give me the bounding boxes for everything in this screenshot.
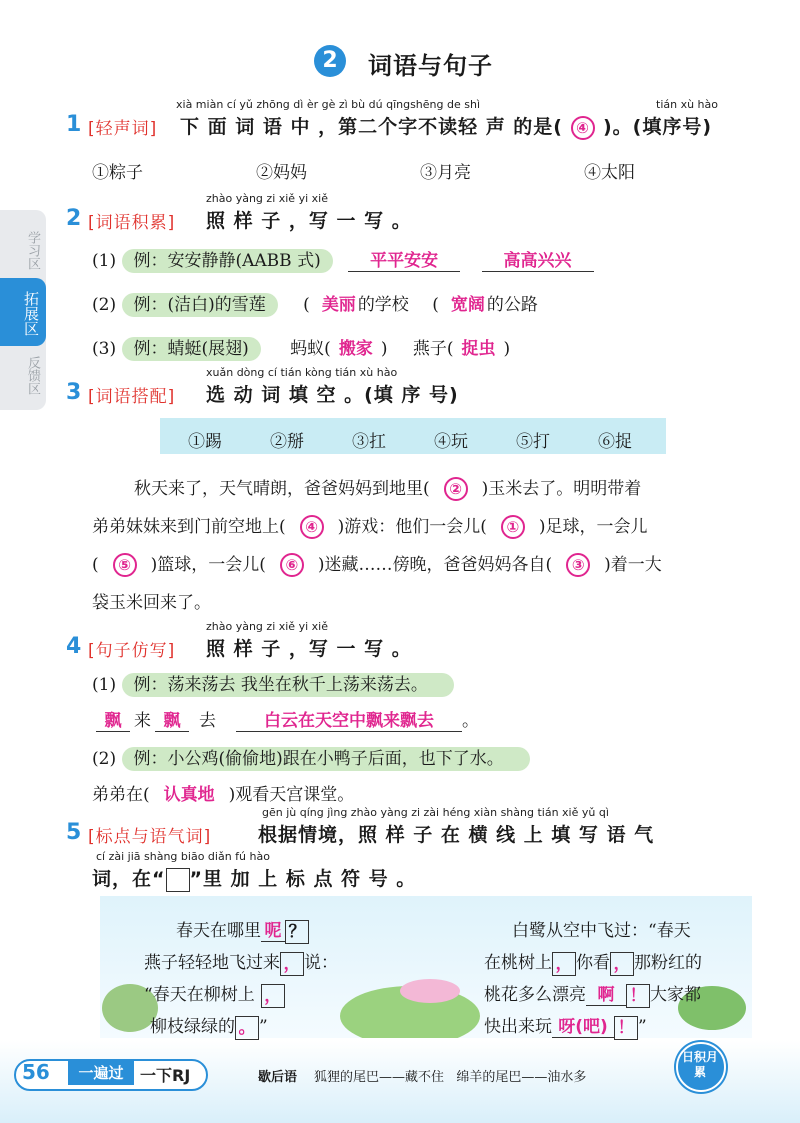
q5-r2-text-b: 你看 xyxy=(576,953,610,973)
q5-r3-box[interactable]: ！ xyxy=(626,984,650,1008)
q4-r2-label: (2) xyxy=(92,749,117,769)
q5-stem-2-a: 词，在“ xyxy=(92,868,166,890)
q2-number: 2 xyxy=(66,206,82,231)
q3-word-bank xyxy=(160,418,666,454)
q1-pinyin: xià miàn cí yǔ zhōng dì èr gè zì bù dú qīngshēng de shì xyxy=(176,98,481,111)
q1-answer: ④ xyxy=(571,116,595,140)
q1-option-2: ②妈妈 xyxy=(256,163,307,183)
q2-r2-paren-open-1: ( xyxy=(303,295,310,315)
q3-tag: [词语搭配] xyxy=(88,387,176,407)
q3-p3-answer-1[interactable]: ⑤ xyxy=(113,553,137,577)
q5-l3-text: “春天在柳树上 xyxy=(144,985,255,1005)
q2-r2-paren-open-2: ( xyxy=(432,295,439,315)
q5-r2-box-2[interactable]: ， xyxy=(610,952,634,976)
q4-r2-text-1: 弟弟在( xyxy=(92,785,150,805)
q3-word-3: ③扛 xyxy=(352,432,386,452)
q3-p1-text-a: 秋天来了，天气晴朗，爸爸妈妈到地里( xyxy=(134,479,430,499)
q3-p3-answer-3[interactable]: ③ xyxy=(566,553,590,577)
q2-r1-answer-2[interactable]: 高高兴兴 xyxy=(482,246,594,272)
q3-para-line-3 xyxy=(92,550,662,577)
q4-r1-answer-1[interactable]: 飘 xyxy=(96,706,130,732)
q5-r2-box-1[interactable]: ， xyxy=(552,952,576,976)
q3-word-1: ①踢 xyxy=(188,432,222,452)
footer-saying-text: 狐狸的尾巴——藏不住 绵羊的尾巴——油水多 xyxy=(314,1070,587,1085)
q3-p3-text-c: )迷藏……傍晚，爸爸妈妈各自( xyxy=(317,555,553,575)
q1-pinyin-b: tián xù hào xyxy=(656,98,718,111)
q5-r4-text-a: 快出来玩 xyxy=(484,1017,552,1037)
q4-r2-answer[interactable]: 认真地 xyxy=(163,785,215,805)
q2-r1-example: 例：安安静静(AABB 式) xyxy=(122,249,333,273)
q5-stem-box xyxy=(166,868,190,892)
q4-r1-example: 例：荡来荡去 我坐在秋千上荡来荡去。 xyxy=(122,673,454,697)
q3-word-6: ⑥捉 xyxy=(598,432,632,452)
q4-r1-text-3: 。 xyxy=(462,711,479,731)
q5-right-line-1: 白鹭从空中飞过：“春天 xyxy=(512,921,691,941)
page-number: 56 xyxy=(22,1060,50,1084)
q5-l2-text-b: 说： xyxy=(304,953,338,973)
q5-l2-box[interactable]: ， xyxy=(280,952,304,976)
q4-r1-text-2: 去 xyxy=(199,711,216,731)
q3-word-2: ②掰 xyxy=(270,432,304,452)
q3-p3-text-d: )着一大 xyxy=(604,555,662,575)
q2-r3-answer-2[interactable]: 捉虫 xyxy=(461,339,496,359)
q3-word-4: ④玩 xyxy=(434,432,468,452)
q2-r3-text-1: 蚂蚁( xyxy=(290,339,331,359)
q4-stem: 照 样 子 ，写 一 写 。 xyxy=(206,638,412,660)
q5-r4-box[interactable]: ！ xyxy=(614,1016,638,1040)
q1-option-4: ④太阳 xyxy=(584,163,635,183)
q2-r2-example: 例：(洁白)的雪莲 xyxy=(122,293,278,317)
q1-stem xyxy=(180,112,712,140)
q3-p1-text-b: )玉米去了。明明带着 xyxy=(481,479,642,499)
q2-r3-text-3: 燕子( xyxy=(412,339,454,359)
q1-option-3: ③月亮 xyxy=(420,163,471,183)
q5-stem-2 xyxy=(92,864,416,892)
q5-left-line-3 xyxy=(144,980,285,1008)
q5-r3-text-b: 大家都 xyxy=(650,985,701,1005)
q5-l1-box[interactable]: ？ xyxy=(285,920,309,944)
q5-l1-text: 春天在哪里 xyxy=(176,921,261,941)
q5-right-line-2 xyxy=(484,948,702,976)
q2-r2-text-1: 的学校 xyxy=(357,295,409,315)
q4-r2-text-2: )观看天宫课堂。 xyxy=(228,785,355,805)
q5-left-line-4 xyxy=(150,1012,268,1040)
q5-l3-box[interactable]: ， xyxy=(261,984,285,1008)
q2-r1-label: (1) xyxy=(92,251,117,271)
q5-stem-2-b: ”里 加 上 标 点 符 号 。 xyxy=(189,868,417,890)
q5-l1-answer[interactable]: 呢 xyxy=(261,916,285,942)
q2-row-2 xyxy=(92,290,538,315)
q4-row-1 xyxy=(92,670,454,695)
q1-option-1: ①粽子 xyxy=(92,163,143,183)
q3-p2-answer-1[interactable]: ④ xyxy=(300,515,324,539)
q3-para-line-2 xyxy=(92,512,648,539)
q5-l4-text-b: ” xyxy=(259,1017,268,1037)
q5-r4-answer[interactable]: 呀(吧) xyxy=(552,1012,614,1038)
q3-stem: 选 动 词 填 空 。(填 序 号) xyxy=(206,384,459,406)
q3-pinyin: xuǎn dòng cí tián kòng tián xù hào xyxy=(206,366,398,379)
brand-label: 一遍过 xyxy=(68,1061,134,1085)
q5-l2-text: 燕子轻轻地飞过来 xyxy=(144,953,280,973)
q2-pinyin: zhào yàng zi xiě yi xiě xyxy=(206,192,328,205)
q4-number: 4 xyxy=(66,634,82,659)
q5-pinyin: gēn jù qíng jìng zhào yàng zi zài héng xiàn shàng tián xiě yǔ qì xyxy=(262,806,609,819)
q3-p2-text-a: 弟弟妹妹来到门前空地上( xyxy=(92,517,286,537)
q2-r3-label: (3) xyxy=(92,339,117,359)
q2-r3-example: 例：蜻蜓(展翅) xyxy=(122,337,261,361)
q5-r3-text-a: 桃花多么漂亮 xyxy=(484,985,586,1005)
q5-l4-box[interactable]: 。 xyxy=(235,1016,259,1040)
q2-r3-answer-1[interactable]: 搬家 xyxy=(338,339,373,359)
q5-stem: 根据情境，照 样 子 在 横 线 上 填 写 语 气 xyxy=(258,824,655,846)
q4-r1-label: (1) xyxy=(92,675,117,695)
q5-r4-text-b: ” xyxy=(638,1017,647,1037)
q4-r1-answer-2[interactable]: 飘 xyxy=(155,706,189,732)
q2-r2-label: (2) xyxy=(92,295,117,315)
q2-r2-text-2: 的公路 xyxy=(486,295,538,315)
q2-r1-answer-1[interactable]: 平平安安 xyxy=(348,246,460,272)
q5-right-line-3 xyxy=(484,980,701,1008)
q3-p2-text-b: )游戏：他们一会儿( xyxy=(337,517,487,537)
q3-p2-answer-2[interactable]: ① xyxy=(501,515,525,539)
page-title: 词语与句子 xyxy=(368,52,493,80)
q5-tag: [标点与语气词] xyxy=(88,827,212,847)
q4-pinyin: zhào yàng zi xiě yi xiě xyxy=(206,620,328,633)
q1-tag: [轻声词] xyxy=(88,119,158,139)
q5-number: 5 xyxy=(66,820,82,845)
q4-r1-answer-3[interactable]: 白云在天空中飘来飘去 xyxy=(236,706,462,732)
side-tab-feedback[interactable]: 反馈区 xyxy=(25,355,40,395)
q3-para-line-1 xyxy=(134,474,641,501)
q5-r2-text-a: 在桃树上 xyxy=(484,953,552,973)
footer-saying-label: 歇后语 xyxy=(258,1070,298,1085)
side-tab-study[interactable]: 学习区 xyxy=(25,230,40,270)
q3-p3-answer-2[interactable]: ⑥ xyxy=(280,553,304,577)
grade-label: 一下RJ xyxy=(140,1066,191,1085)
q2-r2-answer-2[interactable]: 宽阔 xyxy=(450,295,485,315)
q3-p1-answer[interactable]: ② xyxy=(444,477,468,501)
side-tab-expand[interactable]: 拓展区 xyxy=(22,290,40,336)
q2-tag: [词语积累] xyxy=(88,213,176,233)
q5-left-line-1 xyxy=(176,916,309,944)
q5-l4-text: 柳枝绿绿的 xyxy=(150,1017,235,1037)
q3-p3-text-b: )篮球，一会儿( xyxy=(150,555,266,575)
q2-stem: 照 样 子 ，写 一 写 。 xyxy=(206,210,412,232)
q5-left-line-2 xyxy=(144,948,338,976)
q5-r2-text-c: 那粉红的 xyxy=(634,953,702,973)
q2-row-1 xyxy=(92,246,594,272)
q3-p3-text-a: ( xyxy=(92,555,99,575)
q2-r3-text-2: ) xyxy=(380,339,388,359)
q4-r2-example: 例：小公鸡(偷偷地)跟在小鸭子后面，也下了水。 xyxy=(122,747,530,771)
q2-r2-answer-1[interactable]: 美丽 xyxy=(321,295,356,315)
q3-p2-text-c: )足球，一会儿 xyxy=(538,517,648,537)
q1-stem-b: )。(填序号) xyxy=(603,116,713,138)
q2-r3-text-4: ) xyxy=(503,339,511,359)
q3-number: 3 xyxy=(66,380,82,405)
q1-number: 1 xyxy=(66,112,82,137)
q2-row-3 xyxy=(92,334,510,359)
q4-tag: [句子仿写] xyxy=(88,641,176,661)
q4-r2-answer-line xyxy=(92,780,354,805)
q3-word-5: ⑤打 xyxy=(516,432,550,452)
q5-right-line-4 xyxy=(484,1012,647,1040)
q5-pinyin-2: cí zài jiā shàng biāo diǎn fú hào xyxy=(96,850,270,863)
q4-row-2 xyxy=(92,744,530,769)
q3-para-line-4: 袋玉米回来了。 xyxy=(92,593,211,613)
section-number-badge: 2 xyxy=(314,45,346,77)
q4-r1-answer-line xyxy=(96,706,479,732)
q1-stem-a: 下 面 词 语 中 ，第二个字不读轻 声 的是( xyxy=(180,116,563,138)
q4-r1-text-1: 来 xyxy=(134,711,151,731)
daily-accumulation-text: 日积月累 xyxy=(682,1050,719,1079)
blossom-tree xyxy=(400,979,460,1003)
q5-r3-answer[interactable]: 啊 xyxy=(586,980,626,1006)
